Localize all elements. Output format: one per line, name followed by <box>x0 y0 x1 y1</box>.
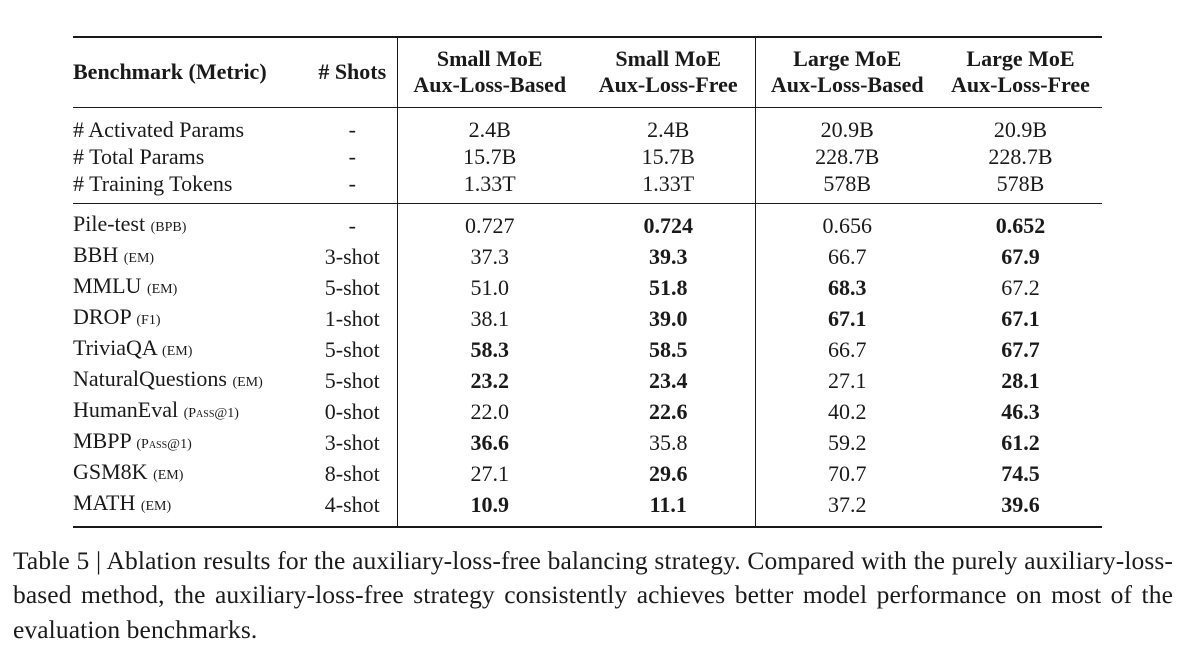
value-cell: 0.652 <box>939 204 1102 242</box>
value-cell: 20.9B <box>939 107 1102 143</box>
table-row <box>73 204 1102 242</box>
value-cell: 38.1 <box>397 303 582 334</box>
value-cell: 74.5 <box>939 458 1102 489</box>
table-header <box>73 37 1102 107</box>
metric-label: (EM) <box>147 282 177 297</box>
metric-label: (EM) <box>141 499 171 514</box>
header-benchmark: Benchmark (Metric) <box>73 37 308 107</box>
shots-cell: 4-shot <box>308 489 397 527</box>
value-cell: 70.7 <box>755 458 939 489</box>
value-cell: 29.6 <box>582 458 755 489</box>
table-row <box>73 170 1102 204</box>
header-small-aux-based <box>397 37 582 107</box>
value-cell: 59.2 <box>755 427 939 458</box>
value-cell: 27.1 <box>397 458 582 489</box>
table-row <box>73 143 1102 171</box>
shots-cell: - <box>308 170 397 204</box>
table-row <box>73 365 1102 396</box>
benchmark-rows <box>73 204 1102 528</box>
benchmark-name: HumanEval <box>73 397 178 422</box>
value-cell: 67.9 <box>939 241 1102 272</box>
value-cell: 67.2 <box>939 272 1102 303</box>
value-cell: 58.5 <box>582 334 755 365</box>
value-cell: 39.3 <box>582 241 755 272</box>
value-cell: 66.7 <box>755 334 939 365</box>
shots-cell: 1-shot <box>308 303 397 334</box>
value-cell: 2.4B <box>397 107 582 143</box>
value-cell: 51.0 <box>397 272 582 303</box>
value-cell: 22.0 <box>397 396 582 427</box>
shots-cell: 8-shot <box>308 458 397 489</box>
row-label: # Total Params <box>73 143 308 171</box>
benchmark-name: DROP <box>73 304 131 329</box>
metric-label: (Pass@1) <box>136 437 191 452</box>
value-cell: 11.1 <box>582 489 755 527</box>
value-cell: 37.3 <box>397 241 582 272</box>
header-large-aux-free <box>939 37 1102 107</box>
value-cell: 35.8 <box>582 427 755 458</box>
benchmark-label <box>73 241 308 272</box>
value-cell: 578B <box>939 170 1102 204</box>
value-cell: 39.6 <box>939 489 1102 527</box>
value-cell: 20.9B <box>755 107 939 143</box>
value-cell: 36.6 <box>397 427 582 458</box>
value-cell: 1.33T <box>582 170 755 204</box>
table-row <box>73 458 1102 489</box>
value-cell: 37.2 <box>755 489 939 527</box>
metric-label: (EM) <box>124 251 154 266</box>
benchmark-name: TriviaQA <box>73 335 157 360</box>
metric-label: (EM) <box>232 375 262 390</box>
benchmark-name: MBPP <box>73 428 131 453</box>
value-cell: 67.7 <box>939 334 1102 365</box>
header-large-aux-based <box>755 37 939 107</box>
value-cell: 0.724 <box>582 204 755 242</box>
benchmark-label <box>73 458 308 489</box>
header-row <box>73 37 1102 107</box>
metric-label: (EM) <box>162 344 192 359</box>
value-cell: 67.1 <box>755 303 939 334</box>
value-cell: 578B <box>755 170 939 204</box>
value-cell: 228.7B <box>755 143 939 171</box>
shots-cell: - <box>308 107 397 143</box>
shots-cell: 3-shot <box>308 241 397 272</box>
row-label: # Training Tokens <box>73 170 308 204</box>
metric-label: (Pass@1) <box>184 406 239 421</box>
value-cell: 0.727 <box>397 204 582 242</box>
value-cell: 61.2 <box>939 427 1102 458</box>
value-cell: 228.7B <box>939 143 1102 171</box>
shots-cell: - <box>308 143 397 171</box>
metric-label: (BPB) <box>151 220 187 235</box>
value-cell: 15.7B <box>397 143 582 171</box>
benchmark-label <box>73 334 308 365</box>
header-line1: Large MoE <box>939 46 1102 72</box>
benchmark-label <box>73 396 308 427</box>
header-line1: Large MoE <box>756 46 940 72</box>
value-cell: 58.3 <box>397 334 582 365</box>
header-line1: Small MoE <box>582 46 755 72</box>
metric-label: (EM) <box>153 468 183 483</box>
value-cell: 46.3 <box>939 396 1102 427</box>
value-cell: 0.656 <box>755 204 939 242</box>
value-cell: 2.4B <box>582 107 755 143</box>
header-line2: Aux-Loss-Based <box>398 72 583 98</box>
shots-cell: - <box>308 204 397 242</box>
header-line2: Aux-Loss-Free <box>582 72 755 98</box>
benchmark-name: BBH <box>73 242 118 267</box>
value-cell: 15.7B <box>582 143 755 171</box>
value-cell: 67.1 <box>939 303 1102 334</box>
table-row <box>73 334 1102 365</box>
header-line2: Aux-Loss-Based <box>756 72 940 98</box>
value-cell: 40.2 <box>755 396 939 427</box>
shots-cell: 5-shot <box>308 272 397 303</box>
value-cell: 1.33T <box>397 170 582 204</box>
value-cell: 23.4 <box>582 365 755 396</box>
value-cell: 66.7 <box>755 241 939 272</box>
benchmark-label <box>73 427 308 458</box>
benchmark-name: MMLU <box>73 273 141 298</box>
benchmark-label <box>73 204 308 242</box>
benchmark-name: Pile-test <box>73 211 145 236</box>
table-row <box>73 303 1102 334</box>
value-cell: 68.3 <box>755 272 939 303</box>
value-cell: 23.2 <box>397 365 582 396</box>
value-cell: 28.1 <box>939 365 1102 396</box>
table-row <box>73 241 1102 272</box>
benchmark-label <box>73 303 308 334</box>
benchmark-name: MATH <box>73 490 135 515</box>
header-shots: # Shots <box>308 37 397 107</box>
value-cell: 10.9 <box>397 489 582 527</box>
table-row <box>73 489 1102 527</box>
table-row <box>73 427 1102 458</box>
benchmark-name: GSM8K <box>73 459 148 484</box>
metric-label: (F1) <box>136 313 160 328</box>
value-cell: 51.8 <box>582 272 755 303</box>
header-line1: Small MoE <box>398 46 583 72</box>
benchmark-label <box>73 365 308 396</box>
model-config-rows <box>73 107 1102 204</box>
shots-cell: 3-shot <box>308 427 397 458</box>
header-small-aux-free <box>582 37 755 107</box>
benchmark-label <box>73 489 308 527</box>
shots-cell: 0-shot <box>308 396 397 427</box>
value-cell: 39.0 <box>582 303 755 334</box>
benchmark-name: NaturalQuestions <box>73 366 227 391</box>
table-row <box>73 107 1102 143</box>
table-caption: Table 5 | Ablation results for the auxiliary-loss-free balancing strategy. Compared with the purely auxiliary-loss-based method, the auxiliary-loss-free strategy consistently achieves better model performance on most of the evaluation benchmarks. <box>13 544 1173 647</box>
benchmark-label <box>73 272 308 303</box>
header-line2: Aux-Loss-Free <box>939 72 1102 98</box>
shots-cell: 5-shot <box>308 365 397 396</box>
value-cell: 27.1 <box>755 365 939 396</box>
table-row <box>73 396 1102 427</box>
table-row <box>73 272 1102 303</box>
row-label: # Activated Params <box>73 107 308 143</box>
results-table <box>73 36 1102 528</box>
shots-cell: 5-shot <box>308 334 397 365</box>
value-cell: 22.6 <box>582 396 755 427</box>
